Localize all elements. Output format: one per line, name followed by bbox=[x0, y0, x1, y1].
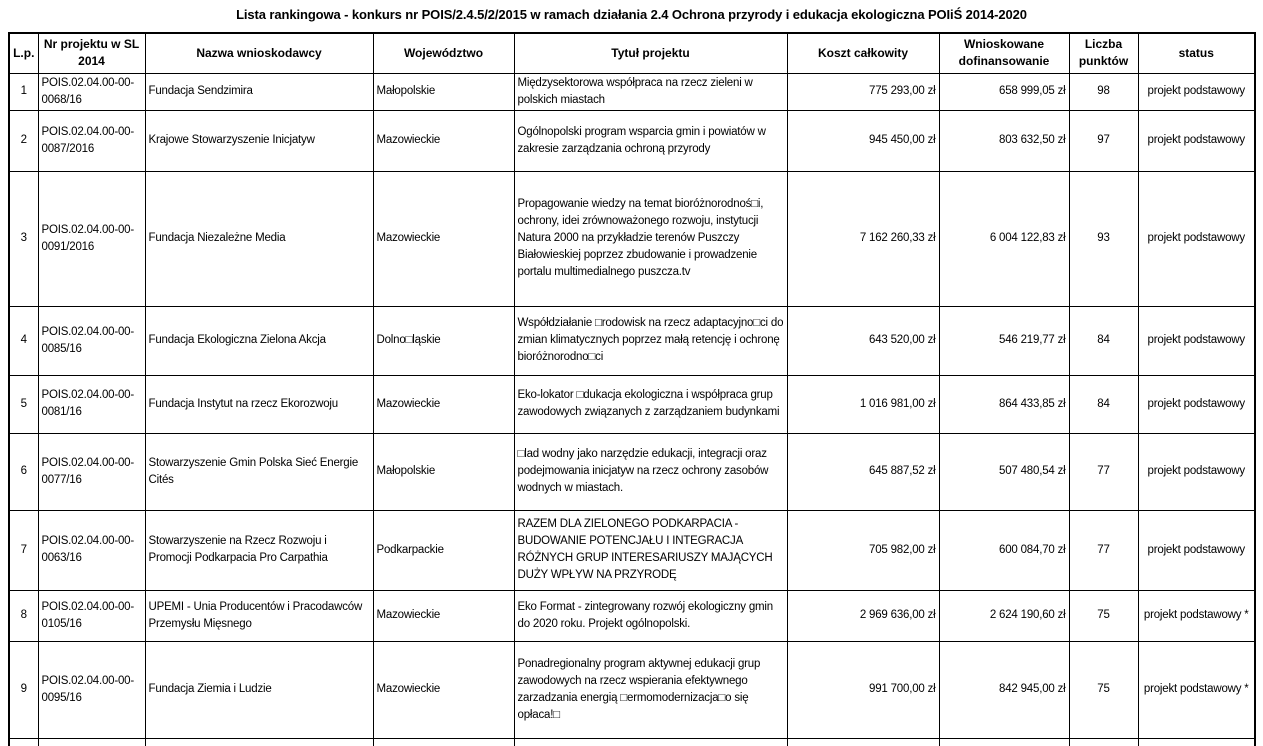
table-row bbox=[9, 433, 1255, 510]
cell-total-cost: 1 016 981,00 zł bbox=[787, 375, 939, 433]
cell-applicant bbox=[145, 738, 373, 746]
cell-project-number: POIS.02.04.00-00-0091/2016 bbox=[38, 171, 145, 306]
cell-lp: 6 bbox=[9, 433, 38, 510]
cell-total-cost: 7 162 260,33 zł bbox=[787, 171, 939, 306]
cell-project-number bbox=[38, 738, 145, 746]
page-title: Lista rankingowa - konkurs nr POIS/2.4.5/2/2015 w ramach działania 2.4 Ochrona przyrody i edukacja ekologiczna POIiŚ 2014-2020 bbox=[236, 7, 1027, 22]
table-row-partial bbox=[9, 738, 1255, 746]
cell-status: projekt podstawowy bbox=[1138, 375, 1255, 433]
cell-total-cost: 991 700,00 zł bbox=[787, 641, 939, 738]
table-row bbox=[9, 306, 1255, 375]
cell-voivodeship: Dolno□ląskie bbox=[373, 306, 514, 375]
table-header bbox=[9, 33, 1255, 73]
cell-project-number: POIS.02.04.00-00-0081/16 bbox=[38, 375, 145, 433]
table-row bbox=[9, 110, 1255, 171]
col-project-number: Nr projektu w SL 2014 bbox=[38, 33, 145, 73]
cell-project-title: Eko-lokator □dukacja ekologiczna i współpraca grup zawodowych związanych z zarządzaniem budynkami bbox=[514, 375, 787, 433]
cell-voivodeship: Mazowieckie bbox=[373, 590, 514, 641]
cell-applicant: UPEMI - Unia Producentów i Pracodawców Przemysłu Mięsnego bbox=[145, 590, 373, 641]
cell-project-title: RAZEM DLA ZIELONEGO PODKARPACIA - BUDOWANIE POTENCJAŁU I INTEGRACJA RÓŻNYCH GRUP INTERESARIUSZY MAJĄCYCH DUŻY WPŁYW NA PRZYRODĘ bbox=[514, 510, 787, 590]
cell-project-number: POIS.02.04.00-00-0095/16 bbox=[38, 641, 145, 738]
cell-lp: 7 bbox=[9, 510, 38, 590]
cell-total-cost: 645 887,52 zł bbox=[787, 433, 939, 510]
table-body bbox=[9, 73, 1255, 746]
col-points: Liczba punktów bbox=[1069, 33, 1138, 73]
cell-requested-funding: 2 624 190,60 zł bbox=[939, 590, 1069, 641]
ranking-table bbox=[8, 32, 1256, 746]
cell-voivodeship: Mazowieckie bbox=[373, 171, 514, 306]
cell-applicant: Fundacja Sendzimira bbox=[145, 73, 373, 110]
cell-project-number: POIS.02.04.00-00-0087/2016 bbox=[38, 110, 145, 171]
cell-voivodeship: Małopolskie bbox=[373, 73, 514, 110]
cell-lp: 4 bbox=[9, 306, 38, 375]
cell-lp: 2 bbox=[9, 110, 38, 171]
cell-voivodeship: Małopolskie bbox=[373, 433, 514, 510]
cell-project-title: Współdziałanie □rodowisk na rzecz adaptacyjno□ci do zmian klimatycznych poprzez małą retencję i ochronę bioróżnorodno□ci bbox=[514, 306, 787, 375]
cell-status: projekt podstawowy bbox=[1138, 110, 1255, 171]
cell-lp: 1 bbox=[9, 73, 38, 110]
cell-project-title: Ogólnopolski program wsparcia gmin i powiatów w zakresie zarządzania ochroną przyrody bbox=[514, 110, 787, 171]
table-row bbox=[9, 73, 1255, 110]
cell-requested-funding bbox=[939, 738, 1069, 746]
cell-project-title: □lad wodny jako narzędzie edukacji, integracji oraz podejmowania inicjatyw na rzecz ochrony zasobów wodnych w miastach. bbox=[514, 433, 787, 510]
col-project-title: Tytuł projektu bbox=[514, 33, 787, 73]
cell-status: projekt podstawowy * bbox=[1138, 590, 1255, 641]
cell-applicant: Stowarzyszenie Gmin Polska Sieć Energie Cités bbox=[145, 433, 373, 510]
cell-project-title bbox=[514, 738, 787, 746]
cell-requested-funding: 658 999,05 zł bbox=[939, 73, 1069, 110]
table-row bbox=[9, 641, 1255, 738]
cell-applicant: Fundacja Niezależne Media bbox=[145, 171, 373, 306]
cell-project-number: POIS.02.04.00-00-0077/16 bbox=[38, 433, 145, 510]
cell-points: 75 bbox=[1069, 641, 1138, 738]
cell-requested-funding: 6 004 122,83 zł bbox=[939, 171, 1069, 306]
cell-total-cost: 945 450,00 zł bbox=[787, 110, 939, 171]
cell-requested-funding: 546 219,77 zł bbox=[939, 306, 1069, 375]
cell-requested-funding: 803 632,50 zł bbox=[939, 110, 1069, 171]
cell-lp: 5 bbox=[9, 375, 38, 433]
cell-voivodeship: Mazowieckie bbox=[373, 641, 514, 738]
cell-points: 75 bbox=[1069, 590, 1138, 641]
cell-project-number: POIS.02.04.00-00-0105/16 bbox=[38, 590, 145, 641]
cell-status: projekt podstawowy bbox=[1138, 73, 1255, 110]
cell-lp: 9 bbox=[9, 641, 38, 738]
cell-total-cost: 705 982,00 zł bbox=[787, 510, 939, 590]
cell-voivodeship: Mazowieckie bbox=[373, 375, 514, 433]
cell-applicant: Krajowe Stowarzyszenie Inicjatyw bbox=[145, 110, 373, 171]
cell-project-number: POIS.02.04.00-00-0063/16 bbox=[38, 510, 145, 590]
col-total-cost: Koszt całkowity bbox=[787, 33, 939, 73]
cell-status: projekt podstawowy bbox=[1138, 433, 1255, 510]
cell-status: projekt podstawowy bbox=[1138, 306, 1255, 375]
cell-lp: 8 bbox=[9, 590, 38, 641]
col-status: status bbox=[1138, 33, 1255, 73]
cell-requested-funding: 842 945,00 zł bbox=[939, 641, 1069, 738]
cell-points: 98 bbox=[1069, 73, 1138, 110]
cell-points: 84 bbox=[1069, 375, 1138, 433]
cell-total-cost: 643 520,00 zł bbox=[787, 306, 939, 375]
cell-points: 93 bbox=[1069, 171, 1138, 306]
cell-voivodeship: Mazowieckie bbox=[373, 110, 514, 171]
table-row bbox=[9, 590, 1255, 641]
table-row bbox=[9, 375, 1255, 433]
col-requested-funding: Wnioskowane dofinansowanie bbox=[939, 33, 1069, 73]
cell-status bbox=[1138, 738, 1255, 746]
cell-requested-funding: 864 433,85 zł bbox=[939, 375, 1069, 433]
col-lp: L.p. bbox=[9, 33, 38, 73]
cell-applicant: Stowarzyszenie na Rzecz Rozwoju i Promocji Podkarpacia Pro Carpathia bbox=[145, 510, 373, 590]
cell-lp bbox=[9, 738, 38, 746]
cell-project-title: Ponadregionalny program aktywnej edukacji grup zawodowych na rzecz wspierania efektywnego zarzadzania energią □ermomodernizacja□o się opłaca!□ bbox=[514, 641, 787, 738]
cell-project-number: POIS.02.04.00-00-0085/16 bbox=[38, 306, 145, 375]
col-voivodeship: Województwo bbox=[373, 33, 514, 73]
cell-total-cost bbox=[787, 738, 939, 746]
cell-project-title: Propagowanie wiedzy na temat bioróżnorodnoś□i, ochrony, idei zrównoważonego rozwoju, instytucji Natura 2000 na przykładzie terenów Puszczy Białowieskiej poprzez zbudowanie i prowadzenie portalu multimedialnego puszcza.tv bbox=[514, 171, 787, 306]
col-applicant: Nazwa wnioskodawcy bbox=[145, 33, 373, 73]
cell-voivodeship bbox=[373, 738, 514, 746]
cell-points: 84 bbox=[1069, 306, 1138, 375]
cell-requested-funding: 600 084,70 zł bbox=[939, 510, 1069, 590]
cell-lp: 3 bbox=[9, 171, 38, 306]
cell-requested-funding: 507 480,54 zł bbox=[939, 433, 1069, 510]
cell-project-title: Eko Format - zintegrowany rozwój ekologiczny gmin do 2020 roku. Projekt ogólnopolski. bbox=[514, 590, 787, 641]
cell-applicant: Fundacja Ekologiczna Zielona Akcja bbox=[145, 306, 373, 375]
cell-points bbox=[1069, 738, 1138, 746]
cell-total-cost: 775 293,00 zł bbox=[787, 73, 939, 110]
header-row bbox=[9, 33, 1255, 73]
cell-applicant: Fundacja Instytut na rzecz Ekorozwoju bbox=[145, 375, 373, 433]
table-row bbox=[9, 510, 1255, 590]
cell-project-title: Międzysektorowa współpraca na rzecz zieleni w polskich miastach bbox=[514, 73, 787, 110]
cell-project-number: POIS.02.04.00-00-0068/16 bbox=[38, 73, 145, 110]
cell-status: projekt podstawowy * bbox=[1138, 641, 1255, 738]
cell-points: 77 bbox=[1069, 510, 1138, 590]
cell-applicant: Fundacja Ziemia i Ludzie bbox=[145, 641, 373, 738]
cell-status: projekt podstawowy bbox=[1138, 510, 1255, 590]
table-row bbox=[9, 171, 1255, 306]
cell-total-cost: 2 969 636,00 zł bbox=[787, 590, 939, 641]
cell-status: projekt podstawowy bbox=[1138, 171, 1255, 306]
cell-voivodeship: Podkarpackie bbox=[373, 510, 514, 590]
cell-points: 77 bbox=[1069, 433, 1138, 510]
cell-points: 97 bbox=[1069, 110, 1138, 171]
